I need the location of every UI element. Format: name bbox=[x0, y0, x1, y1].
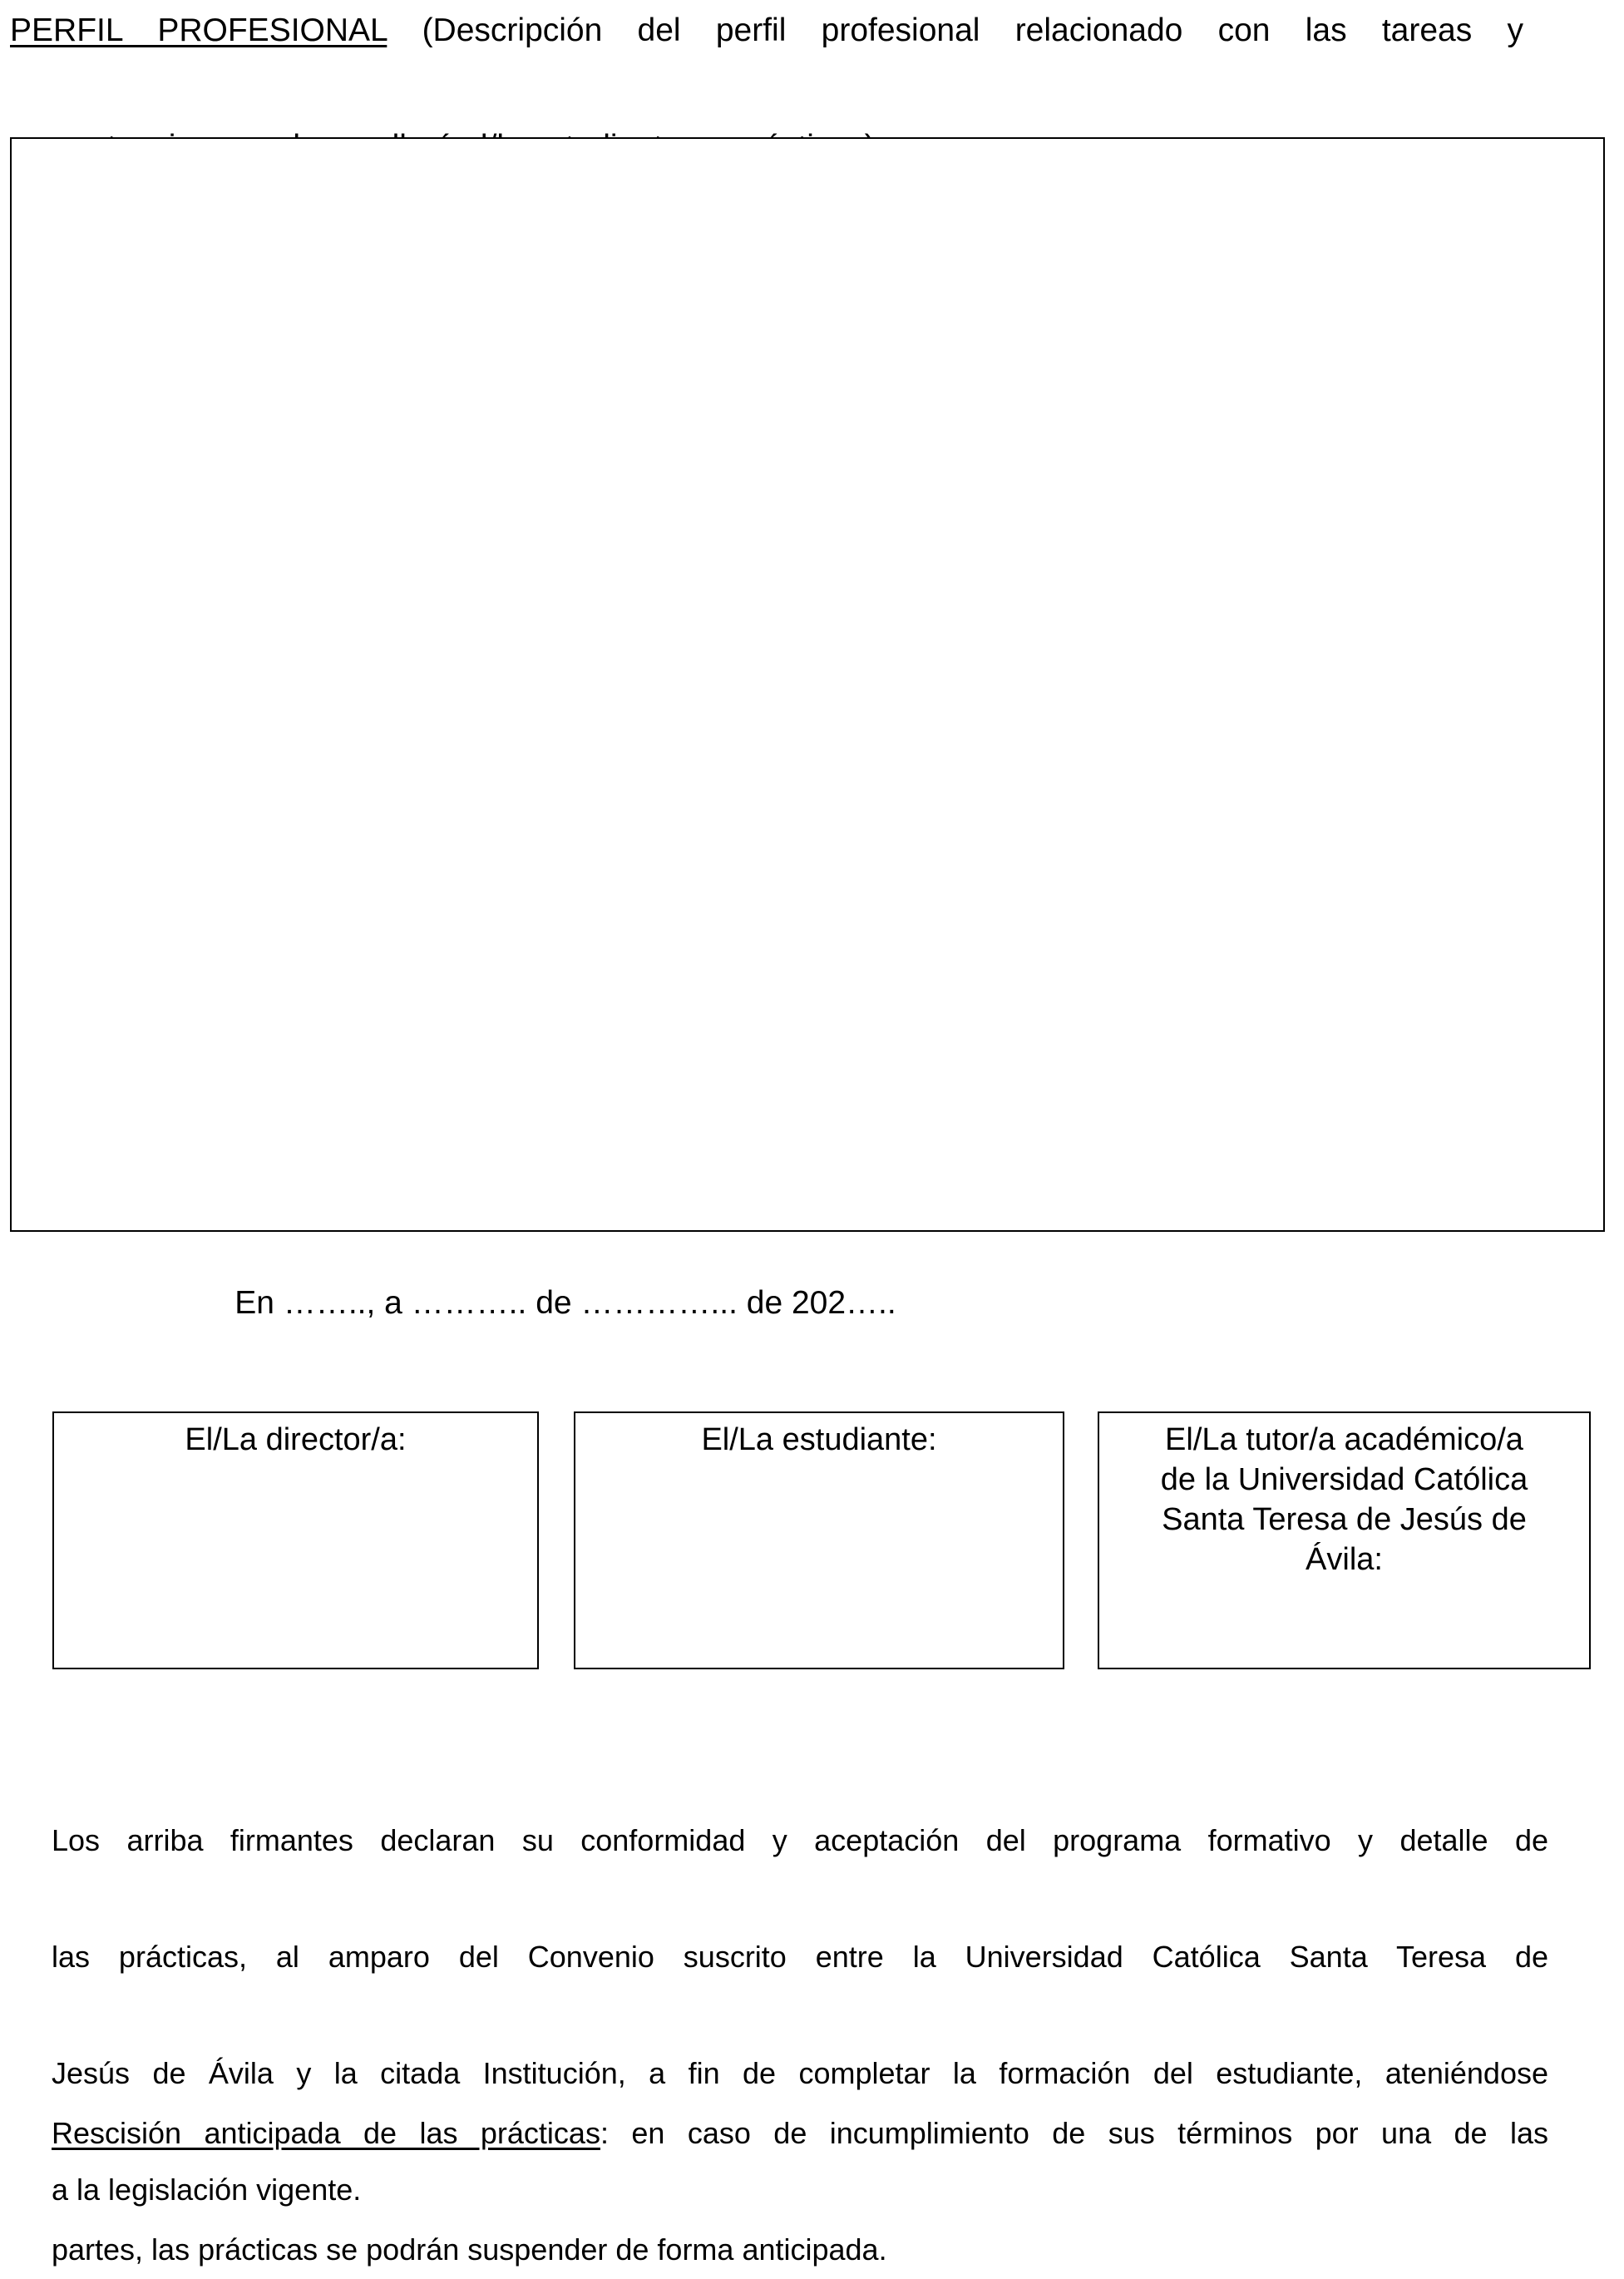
signature-box-tutor-academico[interactable] bbox=[1098, 1411, 1591, 1669]
heading-line-1 bbox=[10, 2, 1523, 118]
closing-p1-line-4: a la legislación vigente. bbox=[52, 2173, 362, 2207]
signature-label-tutor-line-4: Ávila: bbox=[1306, 1542, 1383, 1577]
signature-label-director-line-1: El/La director/a: bbox=[185, 1422, 407, 1457]
closing-p1-line-3: Jesús de Ávila y la citada Institución, a fin de completar la formación del estudiante, ateniéndose bbox=[52, 2056, 1548, 2090]
date-line[interactable]: En …….., a ……….. de …………... de 202….. bbox=[234, 1285, 896, 1321]
closing-text-section bbox=[52, 1812, 1549, 2267]
signature-label-tutor-line-1: El/La tutor/a académico/a bbox=[1165, 1422, 1523, 1457]
closing-p2-line-2: partes, las prácticas se podrán suspender de forma anticipada. bbox=[52, 2232, 887, 2267]
heading-line-1-rest: (Descripción del perfil profesional relacionado con las tareas y bbox=[387, 12, 1523, 48]
signature-label-tutor-line-3: Santa Teresa de Jesús de bbox=[1162, 1502, 1527, 1537]
closing-p1-line-1: Los arriba firmantes declaran su conformidad y aceptación del programa formativo y detalle de bbox=[52, 1823, 1548, 1857]
signature-boxes-row bbox=[0, 1411, 1624, 1669]
closing-p2-line-1 bbox=[52, 2104, 1548, 2221]
signature-box-director[interactable] bbox=[52, 1411, 539, 1669]
profile-description-box[interactable] bbox=[10, 137, 1605, 1232]
signature-box-estudiante[interactable] bbox=[574, 1411, 1064, 1669]
closing-p1-line-2: las prácticas, al amparo del Convenio suscrito entre la Universidad Católica Santa Teresa de bbox=[52, 1940, 1548, 1974]
signature-label-estudiante-line-1: El/La estudiante: bbox=[701, 1422, 937, 1457]
closing-paragraph-rescision bbox=[52, 2104, 1548, 2279]
signature-label-tutor-line-2: de la Universidad Católica bbox=[1160, 1462, 1528, 1497]
heading-underlined-title: PERFIL PROFESIONAL bbox=[10, 12, 387, 48]
rescision-underlined-title: Rescisión anticipada de las prácticas bbox=[52, 2116, 600, 2150]
closing-p2-line-1-rest: : en caso de incumplimiento de sus términos por una de las bbox=[600, 2116, 1549, 2150]
